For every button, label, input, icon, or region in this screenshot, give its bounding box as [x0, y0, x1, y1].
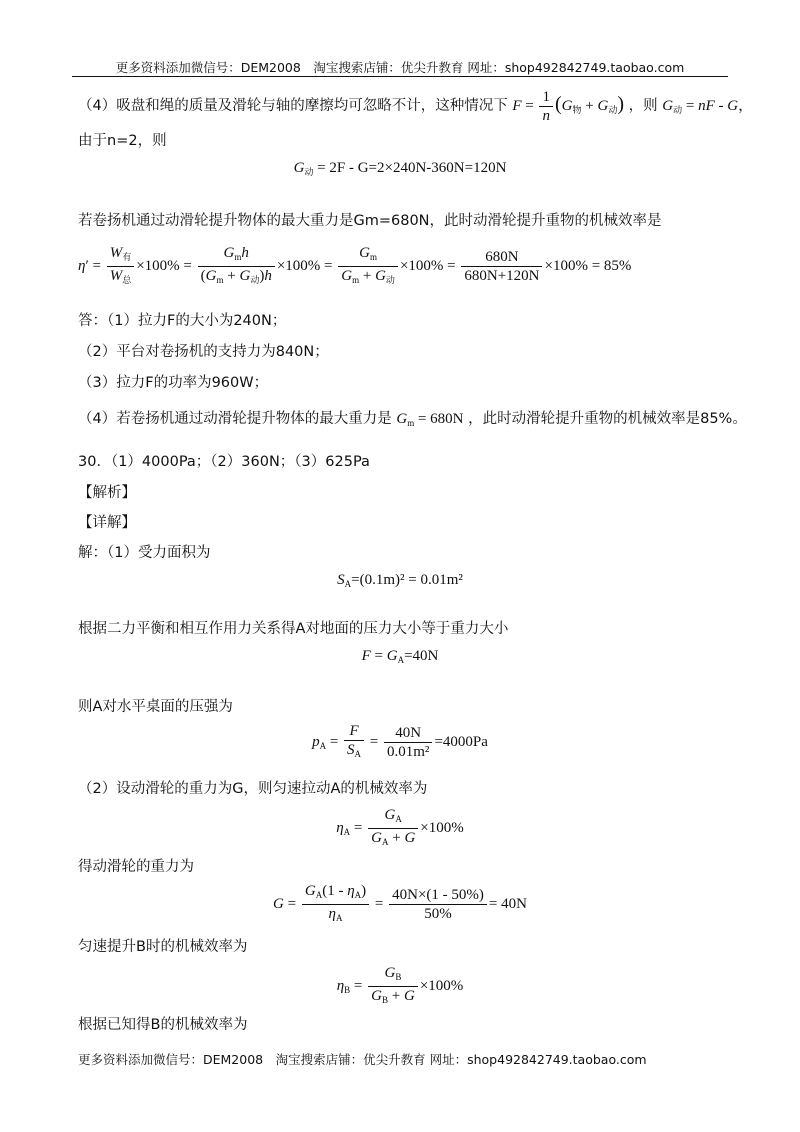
balance-line: 根据二力平衡和相互作用力关系得A对地面的压力大小等于重力大小 — [78, 621, 509, 637]
part4-line — [78, 88, 753, 125]
pulley-weight-line: 得动滑轮的重力为 — [78, 859, 194, 875]
q30-heading: 30．（1）4000Pa；（2）360N；（3）625Pa — [78, 454, 370, 470]
answer-4: （4）若卷扬机通过动滑轮提升物体的最大重力是 $G_m = 680N$ ，此时动滑轮提升重物的机械效率是85%。 — [78, 411, 747, 428]
page-footer: 更多资料添加微信号：DEM2008 淘宝搜索店铺：优尖升教育 网址：shop492842749.taobao.com — [78, 1052, 647, 1067]
eq-gdyn: $G_动 = 2F - G=2\times 240N-360N=120N$ — [293, 160, 507, 177]
answer-2: （2）平台对卷扬机的支持力为840N； — [78, 344, 329, 360]
eq-area: $S_A=(0.1m)^2 = 0.01m^2$ — [337, 572, 463, 589]
pressure-intro: 则A对水平桌面的压强为 — [78, 699, 233, 715]
eq-g-tail: = 40N — [488, 895, 527, 912]
answer-4-value: = 680N — [417, 411, 464, 427]
eq-eta-a: $\eta_A$ = $\frac{G_A}{G_A + G}$ ×100% — [336, 807, 464, 847]
lift-b-line: 匀速提升B时的机械效率为 — [78, 939, 248, 955]
page-header: 更多资料添加微信号：DEM2008 淘宝搜索店铺：优尖升教育 网址：shop492842749.taobao.com — [115, 60, 685, 75]
formula-gdyn: $G_动$ = nF - G， — [662, 97, 754, 115]
answer-4a: （4）若卷扬机通过动滑轮提升物体的最大重力是 — [78, 411, 392, 427]
eq-gdyn-text: 2F - G=2×240N-360N=120N — [329, 160, 507, 176]
solution-1: 解：（1）受力面积为 — [78, 545, 211, 561]
answer-1: 答：（1）拉力F的大小为240N； — [78, 313, 287, 329]
eq-efficiency: η′ = $\frac{W_有}{W_总}$ ×100% = $\frac{G_mh}{(G_m + G_动)h}$ ×100% = $\frac{G_m}{G_m + G_动}$ ×100% = $\frac{680N}{680N+120N}$ ×100% = 85% — [78, 245, 632, 285]
eq-force-text: =40N — [404, 648, 439, 664]
header-divider — [72, 76, 728, 77]
eq-eta-b: $\eta_B$ = $\frac{G_B}{G_B + G}$ ×100% — [336, 965, 464, 1005]
known-b-line: 根据已知得B的机械效率为 — [78, 1017, 248, 1033]
eff-tail: ×100% = 85% — [544, 257, 632, 274]
eq-pressure-tail: =4000Pa — [434, 733, 488, 750]
eq-area-text: =(0.1m)² = 0.01m² — [351, 572, 463, 588]
solution-2: （2）设动滑轮的重力为G，则匀速拉动A的机械效率为 — [78, 781, 428, 797]
part4-then: ，则 — [628, 97, 658, 114]
eq-force: $F = G_A=40N$ — [361, 648, 439, 665]
part4-intro: （4）吸盘和绳的质量及滑轮与轴的摩擦均可忽略不计，这种情况下 — [78, 97, 508, 114]
answer-3: （3）拉力F的功率为960W； — [78, 375, 269, 391]
detail-label: 【详解】 — [78, 515, 136, 531]
max-weight-line: 若卷扬机通过动滑轮提升物体的最大重力是Gm=680N，此时动滑轮提升重物的机械效率是 — [78, 213, 662, 229]
eq-g: G = $\frac{G_A(1 - \eta_A)}{\eta_A}$ = $\frac{40N\times(1 - 50\%)}{50\%}$ = 40N — [273, 883, 527, 923]
answer-4b: ，此时动滑轮提升重物的机械效率是85%。 — [468, 411, 747, 427]
n-eq-2-line: 由于n=2，则 — [78, 133, 167, 149]
eq-pressure: $p_A$ = $\frac{F}{S_A}$ = $\frac{40N}{\text{0.01m²}}$ =4000Pa — [312, 723, 488, 760]
formula-f-n: F = $\frac{1}{n}$ $(G_物 + G_动)$ — [512, 89, 625, 124]
analysis-label: 【解析】 — [78, 485, 136, 501]
